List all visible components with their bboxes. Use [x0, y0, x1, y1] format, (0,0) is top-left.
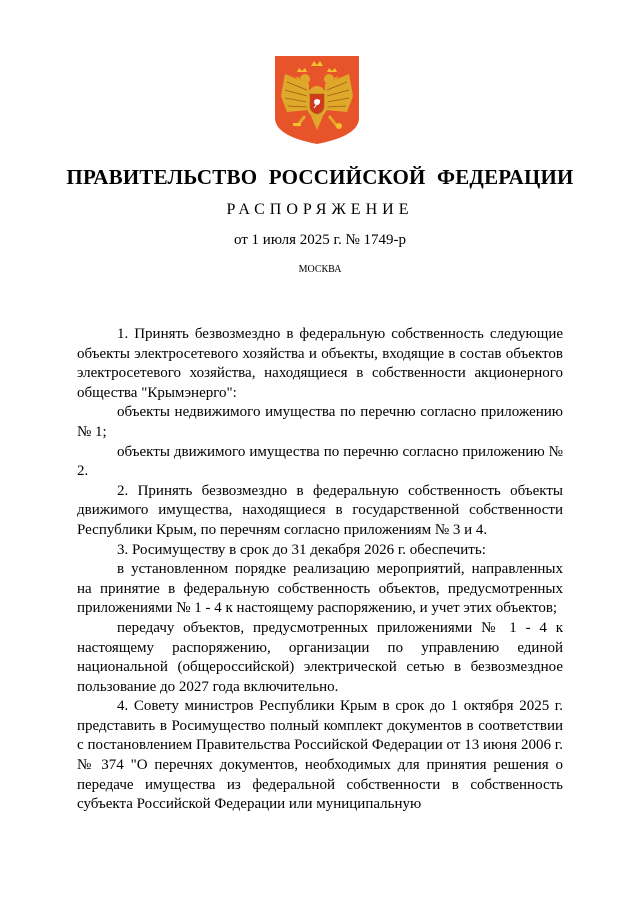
paragraph: объекты движимого имущества по перечню согласно приложению № 2.: [77, 443, 563, 480]
paragraph: объекты недвижимого имущества по перечню согласно приложению № 1;: [77, 404, 563, 440]
paragraph: 1. Принять безвозмездно в федеральную собственность следующие объекты электросетевого хозяйства и объекты, входящие в состав объектов электросетевого хозяйства, находящиеся в собственности акционерного общества "Крымэнерго":: [77, 326, 563, 401]
coat-of-arms-emblem: [275, 56, 359, 144]
document-date-number: от 1 июля 2025 г. № 1749-р: [233, 232, 407, 248]
paragraph: в установленном порядке реализацию мероприятий, направленных на принятие в федеральную собственность объектов, предусмотренных приложениями № 1 - 4 к настоящему распоряжению, и учет этих объектов;: [77, 561, 563, 617]
paragraph: 3. Росимуществу в срок до 31 декабря 2026 г. обеспечить:: [117, 541, 486, 558]
order-body: [77, 325, 563, 815]
document-city: МОСКВА: [298, 264, 342, 275]
paragraph: 2. Принять безвозмездно в федеральную собственность объекты движимого имущества, находящиеся в государственной собственности Республики Крым, по перечням согласно приложениям № 3 и 4.: [77, 482, 563, 538]
document-type: РАСПОРЯЖЕНИЕ: [226, 201, 414, 218]
double-headed-eagle-icon: [275, 56, 359, 144]
paragraph: передачу объектов, предусмотренных приложениями № 1 - 4 к настоящему распоряжению, организации по управлению единой национальной (общероссийской) электрической сетью в безвозмездное пользование до 2027 года включительно.: [77, 619, 563, 695]
government-title: ПРАВИТЕЛЬСТВО РОССИЙСКОЙ ФЕДЕРАЦИИ: [66, 165, 574, 189]
paragraph: 4. Совету министров Республики Крым в срок до 1 октября 2025 г. представить в Росимущество полный комплект документов в соответствии с постановлением Правительства Российской Федерации от 13 июня 2006 г. № 374 "О перечнях документов, необходимых для принятия решения о передаче имущества из федеральной собственности в собственность субъекта Российской Федерации или муниципальную: [77, 698, 563, 813]
